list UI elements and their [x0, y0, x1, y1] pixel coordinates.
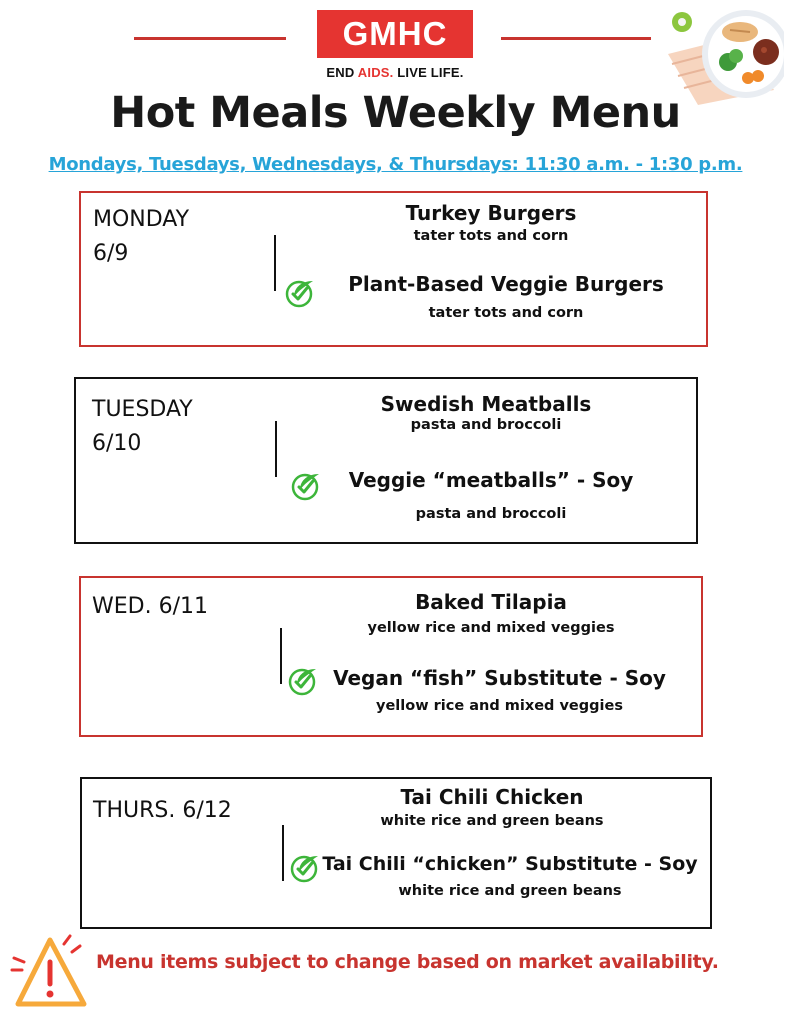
main-dish — [302, 785, 682, 829]
item-divider — [274, 235, 276, 291]
header-line-left — [134, 37, 286, 40]
menu-day-monday — [79, 191, 708, 347]
veg-dish — [327, 666, 672, 714]
day-label — [93, 203, 189, 271]
day-name: THURS. 6/12 — [93, 798, 232, 823]
logo-tagline: END AIDS. LIVE LIFE. — [326, 65, 464, 80]
veg-dish-name: Veggie “meatballs” - Soy — [348, 468, 634, 492]
item-divider — [282, 825, 284, 881]
service-hours: Mondays, Tuesdays, Wednesdays, & Thursdays: 11:30 a.m. - 1:30 p.m. — [48, 154, 743, 175]
menu-day-wednesday — [79, 576, 703, 737]
main-dish — [296, 392, 676, 433]
veg-dish-side: tater tots and corn — [428, 305, 584, 321]
veg-dish-side: white rice and green beans — [398, 883, 622, 899]
gmhc-logo: GMHC — [317, 10, 473, 58]
day-label — [92, 393, 193, 461]
veg-dish — [321, 272, 691, 321]
main-dish — [301, 590, 681, 636]
main-dish-name: Baked Tilapia — [415, 590, 567, 614]
menu-day-tuesday — [74, 377, 698, 544]
day-name: WED. 6/11 — [92, 594, 208, 619]
main-dish-side: yellow rice and mixed veggies — [367, 620, 615, 636]
green-check-leaf-icon — [287, 663, 321, 697]
day-date: 6/9 — [93, 241, 129, 266]
veg-dish-name: Vegan “fish” Substitute - Soy — [333, 666, 666, 690]
item-divider — [275, 421, 277, 477]
main-dish — [301, 201, 681, 244]
main-dish-name: Turkey Burgers — [405, 201, 577, 225]
main-dish-side: tater tots and corn — [413, 228, 569, 244]
main-dish-side: pasta and broccoli — [410, 417, 562, 433]
green-check-leaf-icon — [284, 275, 318, 309]
day-name: TUESDAY — [92, 397, 193, 422]
menu-day-thursday — [80, 777, 712, 929]
item-divider — [280, 628, 282, 684]
veg-dish-side: yellow rice and mixed veggies — [376, 698, 623, 714]
veg-dish-name: Tai Chili “chicken” Substitute - Soy — [322, 853, 698, 875]
main-dish-name: Tai Chili Chicken — [400, 785, 584, 809]
day-date: 6/10 — [92, 431, 142, 456]
green-check-leaf-icon — [289, 850, 323, 884]
day-label — [92, 590, 208, 624]
day-name: MONDAY — [93, 207, 190, 232]
veg-dish — [331, 468, 651, 522]
header-line-right — [501, 37, 651, 40]
page-title: Hot Meals Weekly Menu — [110, 88, 681, 138]
green-check-leaf-icon — [290, 468, 324, 502]
veg-dish — [320, 853, 700, 899]
availability-notice: Menu items subject to change based on market availability. — [96, 951, 719, 973]
warning-triangle-icon — [10, 934, 90, 1014]
veg-dish-name: Plant-Based Veggie Burgers — [348, 272, 664, 296]
day-label — [93, 794, 232, 828]
main-dish-name: Swedish Meatballs — [380, 392, 592, 416]
main-dish-side: white rice and green beans — [380, 813, 604, 829]
veg-dish-side: pasta and broccoli — [415, 506, 567, 522]
